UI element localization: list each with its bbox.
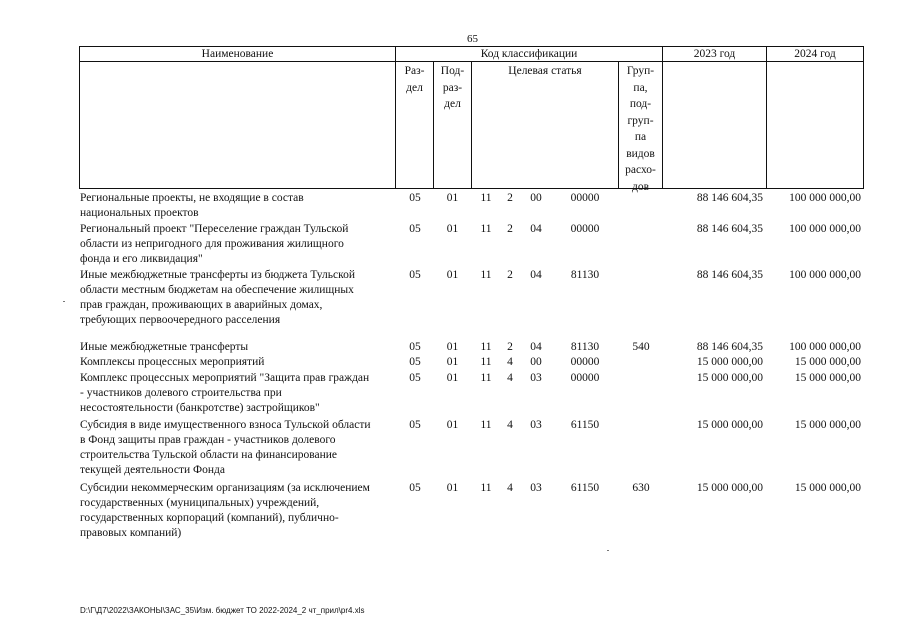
- row-name-line: Субсидия в виде имущественного взноса Тульской области: [80, 419, 371, 431]
- row-name: [80, 418, 398, 478]
- header-year-2024: 2024 год: [794, 48, 836, 60]
- header-code: Код классификации: [480, 48, 578, 60]
- header-tselevaya-statya: Целевая статья: [508, 65, 582, 77]
- row-name: [80, 481, 398, 541]
- header-year-2023: 2023 год: [693, 48, 736, 60]
- header-gruppa-vidov-raskhodov: Груп- па, под- груп- па видов расхо- дов: [625, 65, 656, 193]
- row-podrazdel: 01: [446, 269, 459, 281]
- row-amount-2024: 100 000 000,00: [789, 223, 861, 235]
- row-target-event: 04: [530, 223, 542, 235]
- row-target-subprogram: 4: [507, 372, 513, 384]
- row-amount-2023: 15 000 000,00: [696, 482, 763, 494]
- row-name-line: требующих первоочередного расселения: [80, 314, 281, 326]
- row-razdel: 05: [409, 372, 421, 384]
- row-amount-2024: 100 000 000,00: [789, 269, 861, 281]
- scan-speck: [63, 301, 65, 302]
- row-amount-2024: 15 000 000,00: [794, 419, 861, 431]
- row-expense-group: 540: [632, 341, 650, 353]
- row-target-direction: 81130: [570, 269, 600, 281]
- row-name-line: Региональный проект "Переселение граждан Тульской: [80, 223, 349, 235]
- row-name-line: текущей деятельности Фонда: [80, 464, 225, 476]
- row-target-direction: 00000: [570, 356, 600, 368]
- row-target-direction: 00000: [570, 192, 600, 204]
- row-target-direction: 61150: [570, 482, 600, 494]
- row-podrazdel: 01: [446, 356, 459, 368]
- row-razdel: 05: [409, 356, 421, 368]
- row-target-subprogram: 2: [507, 192, 513, 204]
- row-target-program: 11: [480, 341, 492, 353]
- row-podrazdel: 01: [446, 341, 459, 353]
- row-razdel: 05: [409, 341, 421, 353]
- row-target-program: 11: [480, 223, 492, 235]
- row-name: [80, 268, 398, 328]
- row-name-line: Комплексы процессных мероприятий: [80, 356, 265, 368]
- row-target-direction: 00000: [570, 372, 600, 384]
- row-name-line: государственных корпораций (компаний), публично-: [80, 512, 339, 524]
- row-target-event: 00: [530, 356, 542, 368]
- row-name-line: Комплекс процессных мероприятий "Защита прав граждан: [80, 372, 370, 384]
- row-name-line: - участников долевого строительства при: [80, 387, 282, 399]
- row-podrazdel: 01: [446, 372, 459, 384]
- row-amount-2023: 15 000 000,00: [696, 356, 763, 368]
- row-expense-group: 630: [632, 482, 650, 494]
- row-name: [80, 355, 398, 370]
- row-name-line: строительства Тульской области на финансирование: [80, 449, 338, 461]
- row-name-line: национальных проектов: [80, 207, 199, 219]
- row-target-subprogram: 4: [507, 419, 513, 431]
- row-target-event: 03: [530, 419, 542, 431]
- row-razdel: 05: [409, 482, 421, 494]
- row-target-program: 11: [480, 482, 492, 494]
- row-amount-2024: 100 000 000,00: [789, 192, 861, 204]
- row-name-line: Иные межбюджетные трансферты из бюджета Тульской: [80, 269, 356, 281]
- row-podrazdel: 01: [446, 223, 459, 235]
- row-amount-2023: 88 146 604,35: [696, 341, 763, 353]
- row-target-event: 00: [530, 192, 542, 204]
- row-name: [80, 191, 398, 221]
- file-path-footer: D:\Г\Д7\2022\ЗАКОНЫ\ЗАС_35\Изм. бюджет ТО 2022-2024_2 чт_прил\pr4.xls: [80, 606, 365, 615]
- row-target-subprogram: 2: [507, 269, 513, 281]
- header-name: Наименование: [201, 48, 274, 60]
- row-target-event: 03: [530, 482, 542, 494]
- row-target-direction: 61150: [570, 419, 600, 431]
- row-razdel: 05: [409, 269, 421, 281]
- row-name-line: в Фонд защиты прав граждан - участников долевого: [80, 434, 336, 446]
- row-amount-2024: 15 000 000,00: [794, 372, 861, 384]
- row-target-direction: 81130: [570, 341, 600, 353]
- row-amount-2023: 88 146 604,35: [696, 223, 763, 235]
- row-name-line: правовых компаний): [80, 527, 182, 539]
- row-name-line: области местным бюджетам на обеспечение жилищных: [80, 284, 354, 296]
- row-target-event: 04: [530, 269, 542, 281]
- row-name: [80, 222, 398, 267]
- row-razdel: 05: [409, 223, 421, 235]
- header-razdel: Раз- дел: [404, 65, 425, 94]
- row-amount-2024: 100 000 000,00: [789, 341, 861, 353]
- row-target-subprogram: 2: [507, 341, 513, 353]
- row-target-event: 03: [530, 372, 542, 384]
- row-name-line: фонда и его ликвидация": [80, 253, 203, 265]
- page-number: 65: [467, 33, 478, 45]
- row-target-direction: 00000: [570, 223, 600, 235]
- row-amount-2023: 88 146 604,35: [696, 192, 763, 204]
- row-target-program: 11: [480, 419, 492, 431]
- row-target-program: 11: [480, 372, 492, 384]
- row-amount-2024: 15 000 000,00: [794, 356, 861, 368]
- header-podrazdel: Под- раз- дел: [440, 65, 465, 110]
- row-name-line: Региональные проекты, не входящие в состав: [80, 192, 304, 204]
- row-name: [80, 371, 398, 416]
- row-target-event: 04: [530, 341, 542, 353]
- row-target-program: 11: [480, 192, 492, 204]
- row-target-subprogram: 2: [507, 223, 513, 235]
- row-target-program: 11: [480, 269, 492, 281]
- row-amount-2024: 15 000 000,00: [794, 482, 861, 494]
- row-target-subprogram: 4: [507, 356, 513, 368]
- row-name-line: области из непригодного для проживания жилищного: [80, 238, 344, 250]
- row-target-subprogram: 4: [507, 482, 513, 494]
- row-amount-2023: 88 146 604,35: [696, 269, 763, 281]
- row-target-program: 11: [480, 356, 492, 368]
- row-podrazdel: 01: [446, 419, 459, 431]
- row-amount-2023: 15 000 000,00: [696, 372, 763, 384]
- row-amount-2023: 15 000 000,00: [696, 419, 763, 431]
- scan-speck: [607, 550, 609, 551]
- row-name-line: Иные межбюджетные трансферты: [80, 341, 249, 353]
- row-name: [80, 340, 398, 355]
- row-name-line: Субсидии некоммерческим организациям (за исключением: [80, 482, 370, 494]
- row-razdel: 05: [409, 192, 421, 204]
- row-podrazdel: 01: [446, 192, 459, 204]
- row-name-line: государственных (муниципальных) учреждений,: [80, 497, 320, 509]
- row-podrazdel: 01: [446, 482, 459, 494]
- row-name-line: несостоятельности (банкротстве) застройщиков": [80, 402, 320, 414]
- row-razdel: 05: [409, 419, 421, 431]
- row-name-line: прав граждан, проживающих в аварийных домах,: [80, 299, 323, 311]
